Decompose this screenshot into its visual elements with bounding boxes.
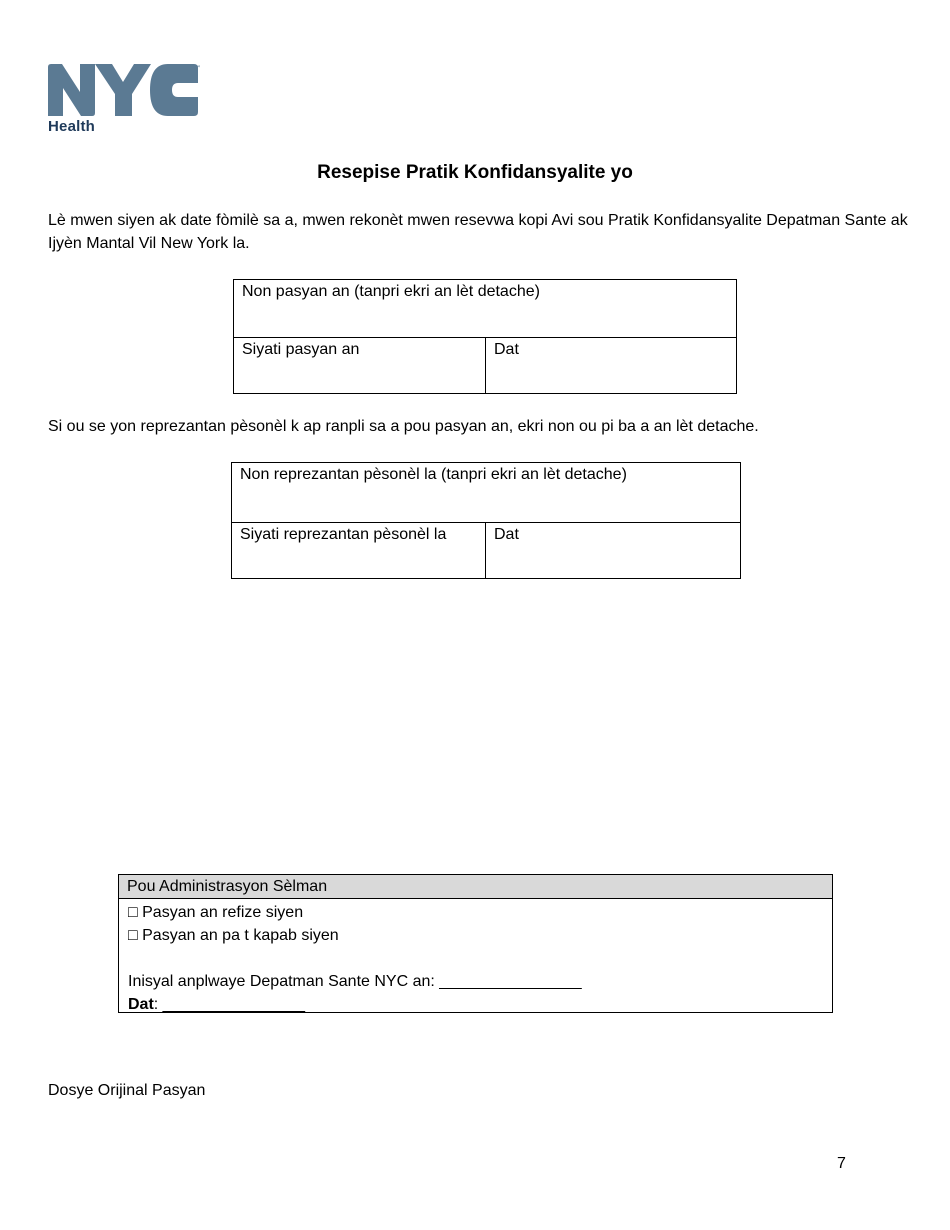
logo-letter-c [150, 64, 198, 116]
admin-date-label: Dat [128, 996, 154, 1013]
unable-checkbox[interactable]: □ [128, 927, 138, 944]
admin-date-blank: : ________________ [153, 996, 306, 1013]
representative-note: Si ou se yon reprezantan pèsonèl k ap ranpli sa a pou pasyan an, ekri non ou pi ba a an lèt detache. [48, 418, 759, 435]
representative-signature-table [231, 462, 741, 579]
patient-signature-label: Siyati pasyan an [242, 341, 360, 358]
rep-signature-label: Siyati reprezantan pèsonèl la [240, 526, 447, 543]
rep-date-label: Dat [494, 526, 519, 543]
admin-date-line[interactable] [128, 993, 823, 1016]
unable-label: Pasyan an pa t kapab siyen [142, 927, 339, 944]
page-title: Resepise Pratik Konfidansyalite yo [317, 162, 633, 183]
patient-signature-field[interactable] [234, 338, 486, 394]
refused-checkbox[interactable]: □ [128, 904, 138, 921]
rep-name-label: Non reprezantan pèsonèl la (tanpri ekri an lèt detache) [240, 466, 627, 483]
svg-text:™: ™ [195, 65, 201, 72]
patient-name-field[interactable] [234, 280, 737, 338]
logo-letter-y [95, 64, 151, 116]
intro-paragraph: Lè mwen siyen ak date fòmilè sa a, mwen rekonèt mwen resevwa kopi Avi sou Pratik Konfidansyalite Depatman Sante ak Ijyèn Mantal Vil New York la. [48, 212, 908, 252]
footer-text: Dosye Orijinal Pasyan [48, 1082, 206, 1099]
patient-date-field[interactable] [486, 338, 737, 394]
initials-line[interactable]: Inisyal anplwaye Depatman Sante NYC an: ________________ [128, 973, 582, 990]
unable-option[interactable] [128, 924, 823, 947]
admin-only-box [118, 874, 833, 1013]
patient-name-label: Non pasyan an (tanpri ekri an lèt detache) [242, 283, 540, 300]
rep-name-field[interactable] [232, 463, 741, 523]
logo-subtext: Health [48, 118, 96, 135]
patient-date-label: Dat [494, 341, 519, 358]
logo-letter-n [48, 64, 95, 116]
rep-signature-field[interactable] [232, 523, 486, 579]
patient-signature-table [233, 279, 737, 394]
page-number: 7 [837, 1155, 846, 1172]
refused-option[interactable] [128, 901, 823, 924]
rep-date-field[interactable] [486, 523, 741, 579]
refused-label: Pasyan an refize siyen [142, 904, 304, 921]
admin-header: Pou Administrasyon Sèlman [119, 875, 832, 899]
